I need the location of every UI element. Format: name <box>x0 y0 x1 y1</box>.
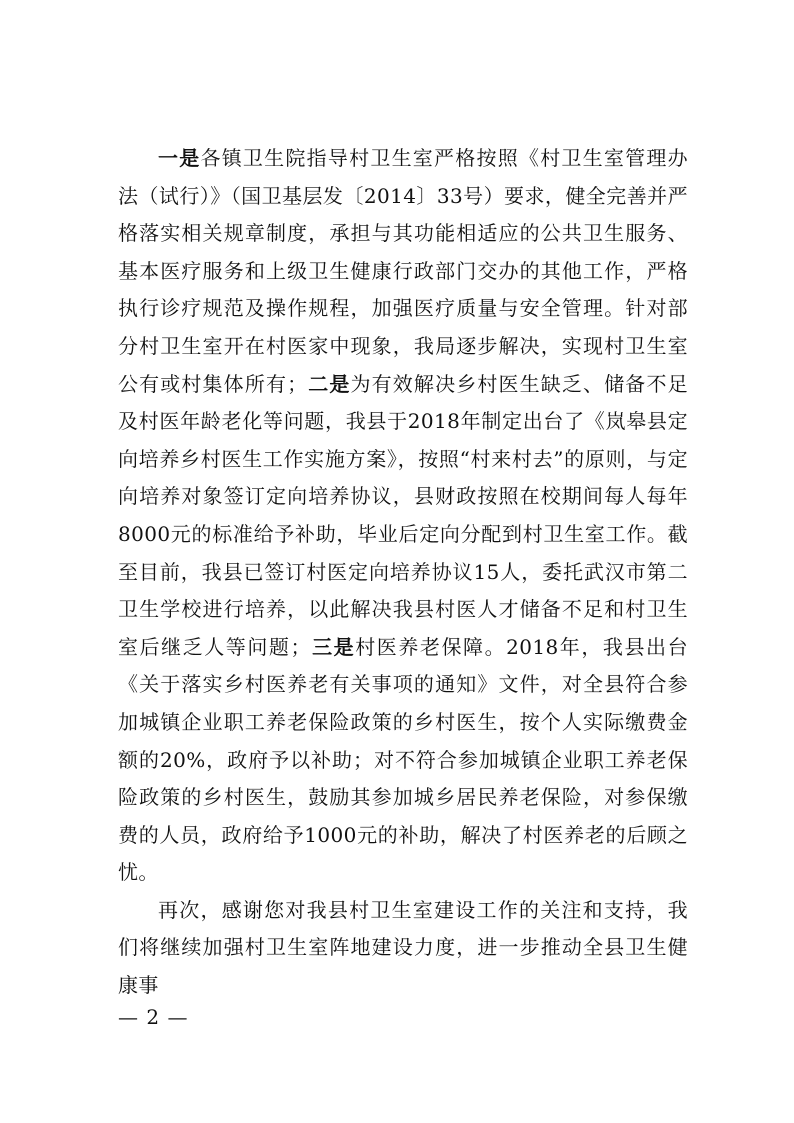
body-text <box>118 140 688 1005</box>
point-three-label: 三是 <box>310 634 356 659</box>
closing-text: 再次，感谢您对我县村卫生室建设工作的关注和支持，我们将继续加强村卫生室阵地建设力度，进一步推动全县卫生健康事 <box>118 897 688 998</box>
page-number: — 2 — <box>118 1005 189 1029</box>
point-one-text: 各镇卫生院指导村卫生室严格按照《村卫生室管理办法（试行）》（国卫基层发〔2014〕33号）要求，健全完善并严格落实相关规章制度，承担与其功能相适应的公共卫生服务、基本医疗服务和上级卫生健康行政部门交办的其他工作，严格执行诊疗规范及操作规程，加强医疗质量与安全管理。针对部分村卫生室开在村医家中现象，我局逐步解决，实现村卫生室公有或村集体所有； <box>118 146 688 396</box>
point-one-label: 一是 <box>158 146 201 170</box>
point-three-text: 村医养老保障。2018年，我县出台《关于落实乡村医养老有关事项的通知》文件，对全县符合参加城镇企业职工养老保险政策的乡村医生，按个人实际缴费金额的20%，政府予以补助；对不符合参加城镇企业职工养老保险政策的乡村医生，鼓励其参加城乡居民养老保险，对参保缴费的人员，政府给予1000元的补助，解决了村医养老的后顾之忧。 <box>118 634 689 885</box>
point-two-text: 为有效解决乡村医生缺乏、储备不足及村医年龄老化等问题，我县于2018年制定出台了《岚皋县定向培养乡村医生工作实施方案》，按照“村来村去”的原则，与定向培养对象签订定向培养协议，县财政按照在校期间每人每年8000元的标准给予补助，毕业后定向分配到村卫生室工作。截至目前，我县已签订村医定向培养协议15人，委托武汉市第二卫生学校进行培养，以此解决我县村医人才储备不足和村卫生室后继乏人等问题； <box>118 371 688 659</box>
paragraph-1 <box>118 140 688 892</box>
paragraph-2 <box>118 892 688 1005</box>
point-two-label: 二是 <box>307 371 351 396</box>
